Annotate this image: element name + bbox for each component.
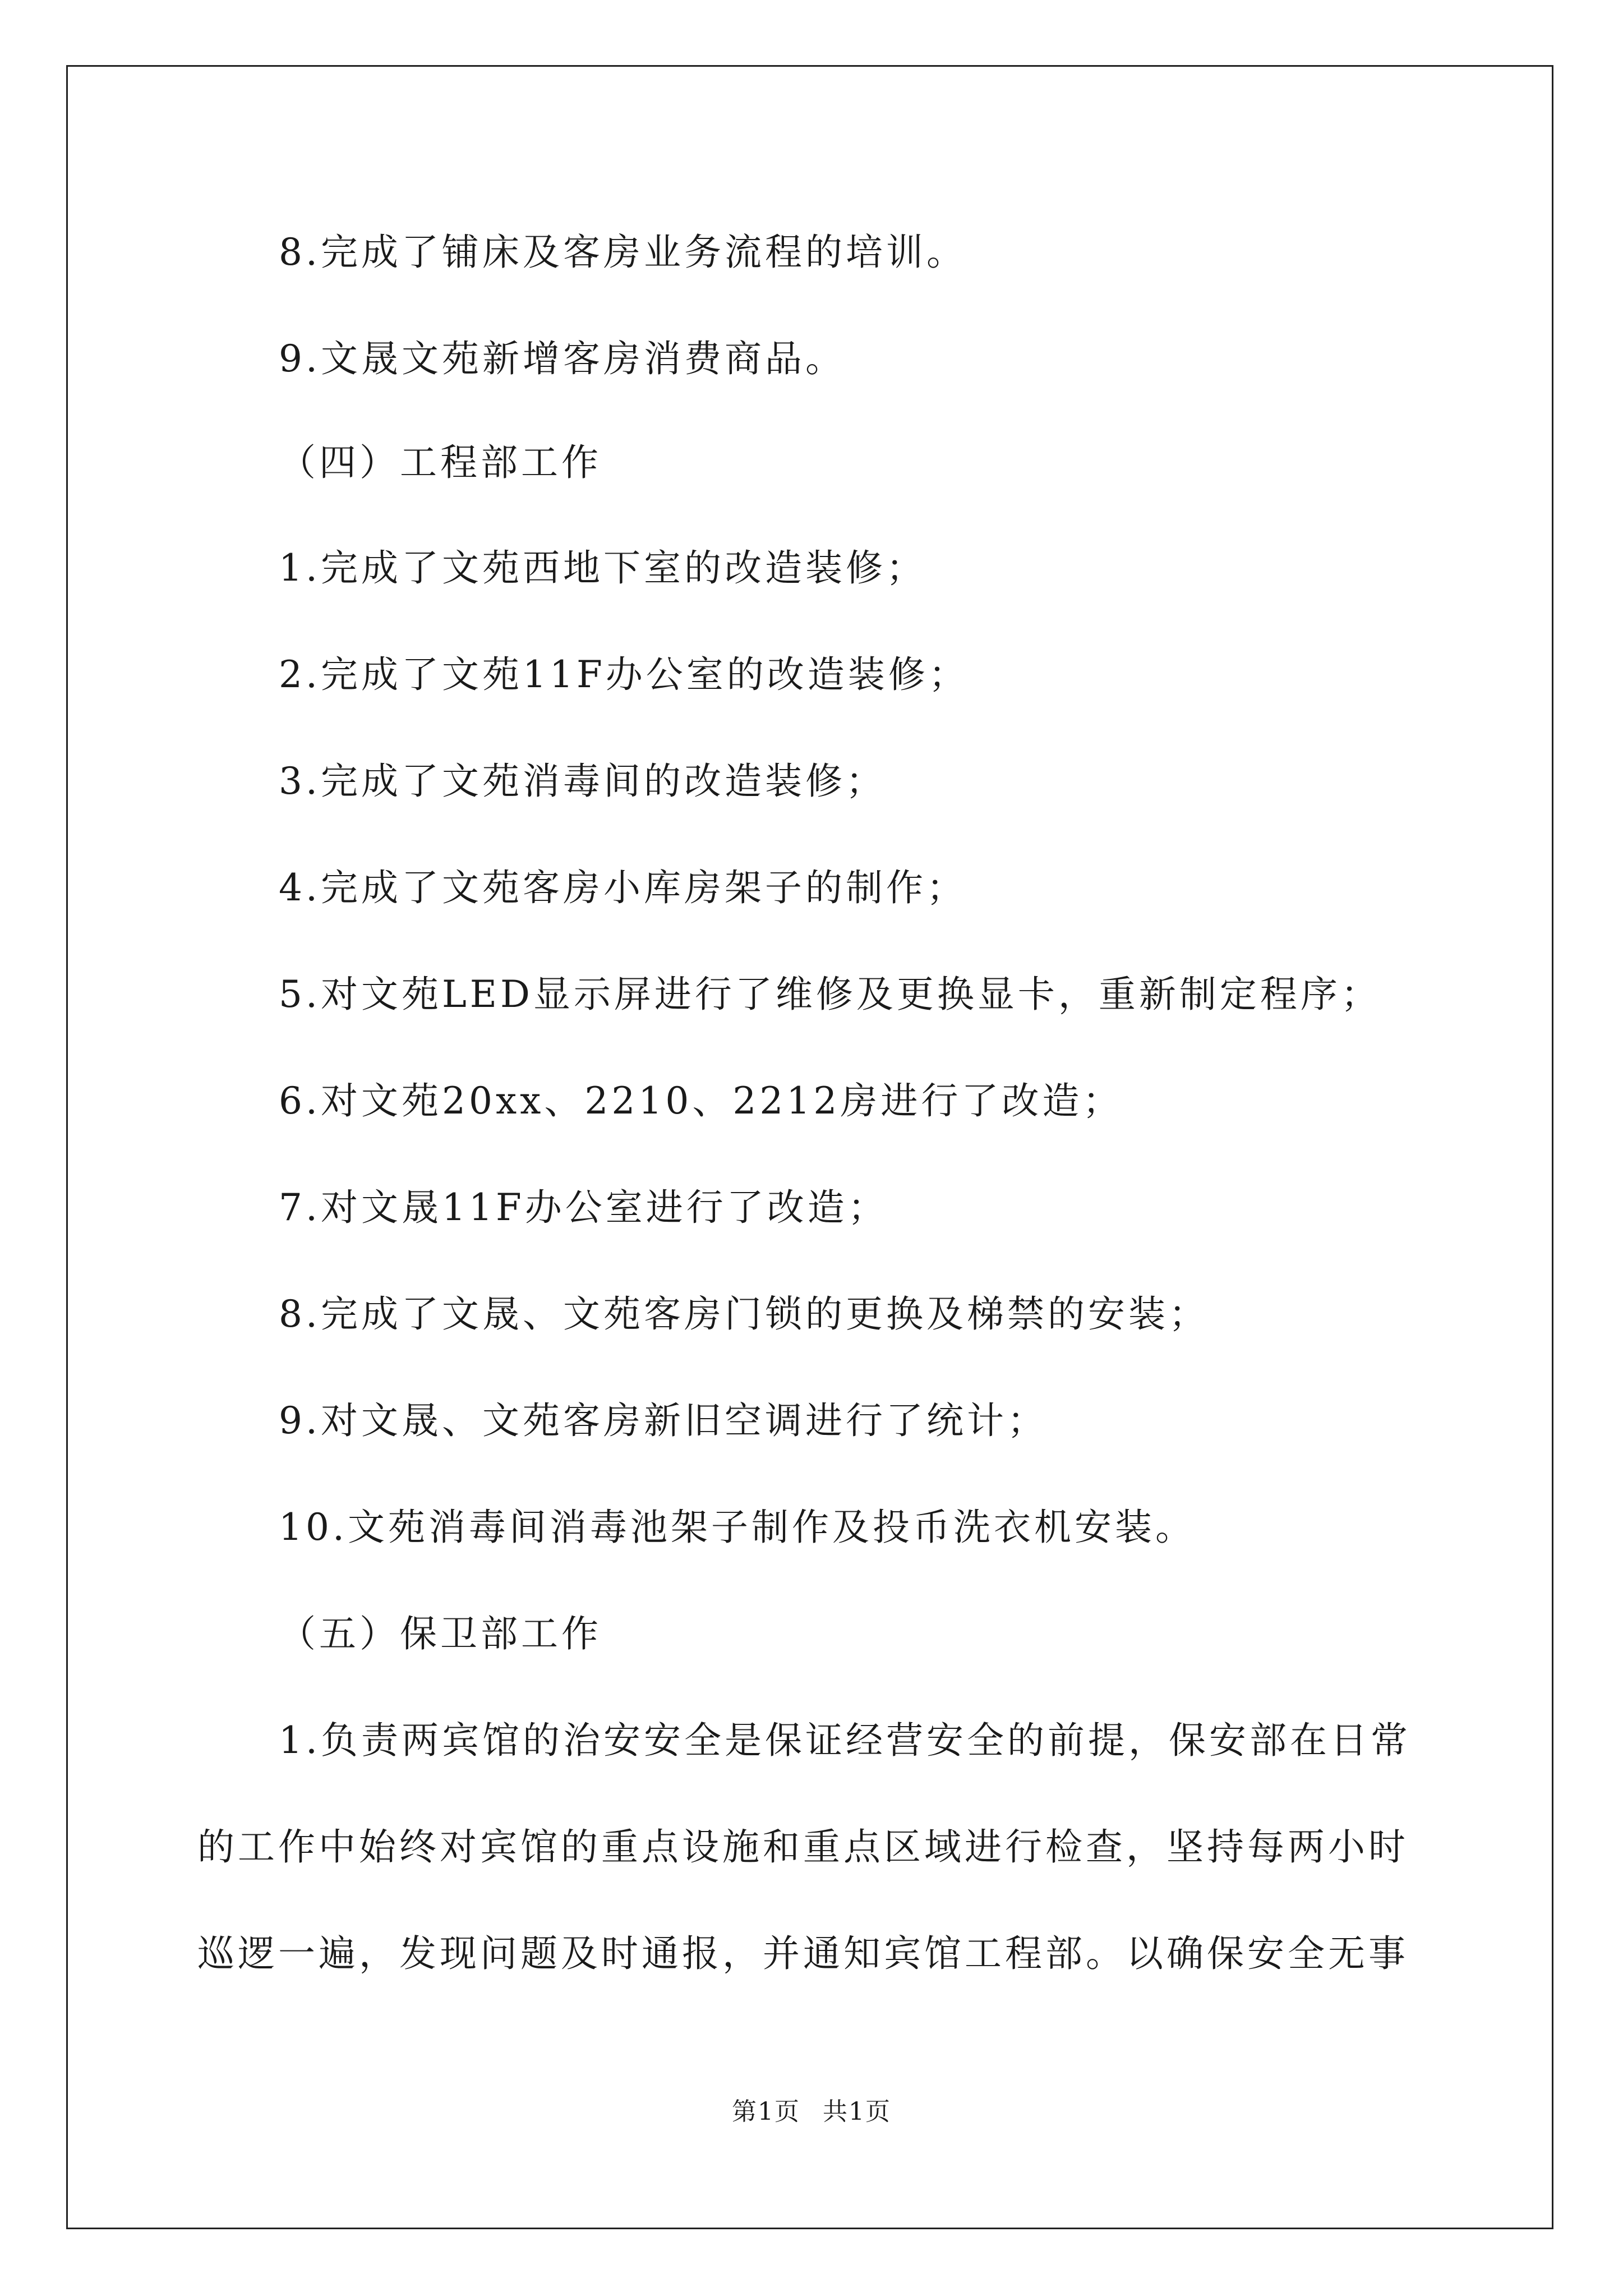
text-line: 4.完成了文苑客房小库房架子的制作； [279, 866, 967, 909]
section-heading: （四）工程部工作 [279, 441, 602, 484]
text-line: 10.文苑消毒间消毒池架子制作及投币洗衣机安装。 [279, 1506, 1196, 1549]
text-line: 9.文晟文苑新增客房消费商品。 [279, 337, 846, 380]
page-number: 第1页 [732, 2097, 800, 2126]
text-line: 9.对文晟、文苑客房新旧空调进行了统计； [279, 1399, 1048, 1442]
text-line: 巡逻一遍，发现问题及时通报，并通知宾馆工程部。以确保安全无事 [197, 1932, 1409, 1975]
page-footer [0, 2096, 1623, 2128]
text-line: 1.完成了文苑西地下室的改造装修； [279, 546, 926, 590]
page-border [66, 65, 1553, 2229]
text-line: 7.对文晟11F办公室进行了改造； [279, 1186, 888, 1229]
text-line: 的工作中始终对宾馆的重点设施和重点区域进行检查，坚持每两小时 [197, 1825, 1409, 1869]
text-line: 1.负责两宾馆的治安安全是保证经营安全的前提，保安部在日常 [279, 1719, 1411, 1762]
page-total: 共1页 [823, 2097, 891, 2126]
text-line: 6.对文苑20xx、2210、2212房进行了改造； [279, 1079, 1123, 1122]
text-line: 2.完成了文苑11F办公室的改造装修； [279, 653, 969, 696]
text-line: 8.完成了铺床及客房业务流程的培训。 [279, 231, 967, 274]
section-heading: （五）保卫部工作 [279, 1612, 602, 1655]
text-line: 8.完成了文晟、文苑客房门锁的更换及梯禁的安装； [279, 1292, 1209, 1336]
text-line: 3.完成了文苑消毒间的改造装修； [279, 760, 886, 803]
text-line: 5.对文苑LED显示屏进行了维修及更换显卡，重新制定程序； [279, 973, 1381, 1016]
